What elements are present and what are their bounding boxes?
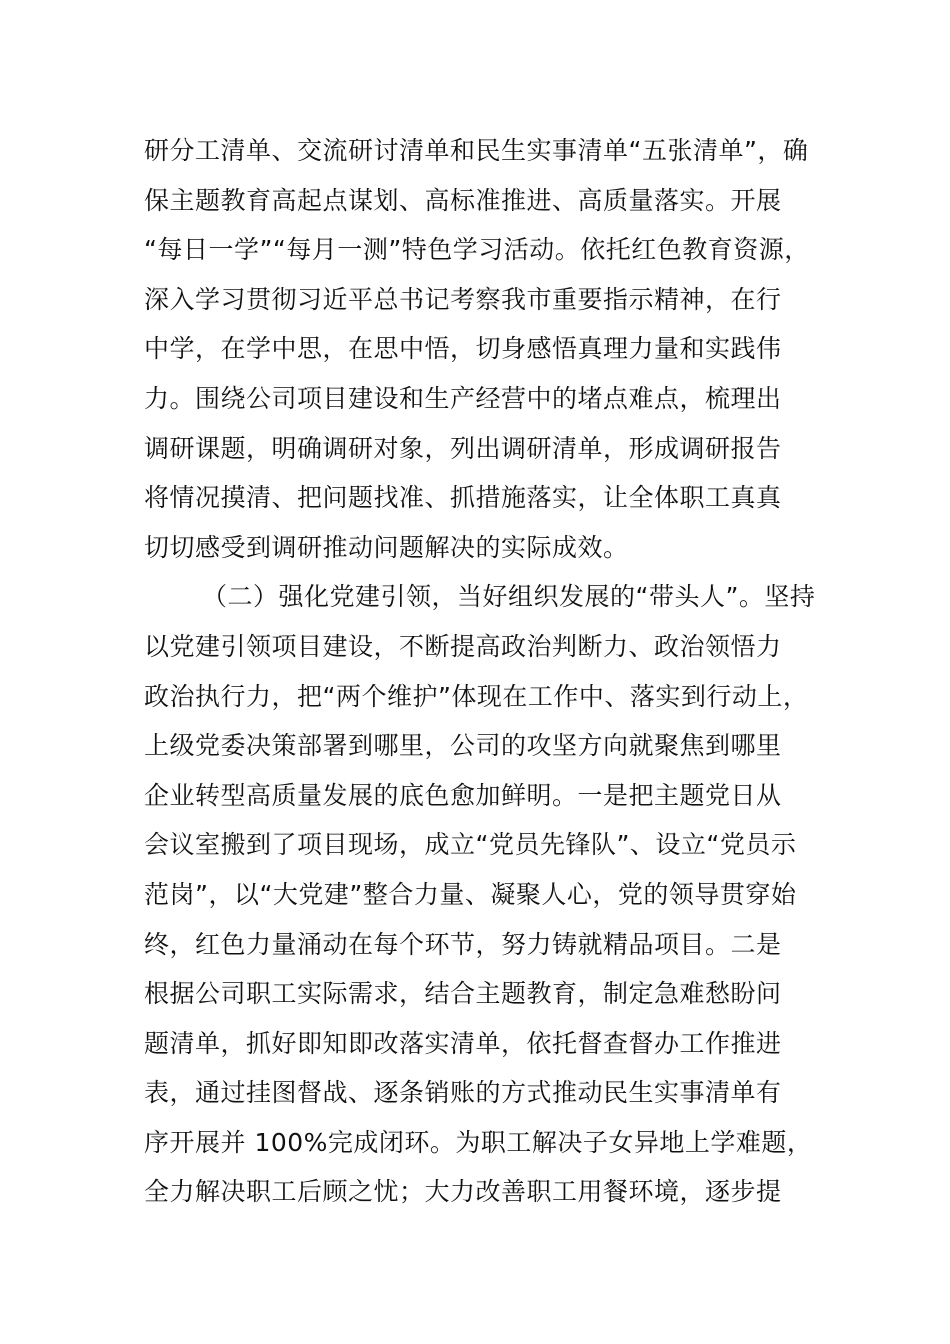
text-line: “每日一学”“每月一测”特色学习活动。依托红色教育资源， xyxy=(144,235,810,265)
body-text xyxy=(144,126,844,1217)
text-line: 全力解决职工后顾之忧；大力改善职工用餐环境，逐步提 xyxy=(144,1177,782,1207)
text-line: 保主题教育高起点谋划、高标准推进、高质量落实。开展 xyxy=(144,185,782,215)
text-line: 企业转型高质量发展的底色愈加鲜明。一是把主题党日从 xyxy=(144,780,782,810)
text-line: 范岗”，以“大党建”整合力量、凝聚人心，党的领导贯穿始 xyxy=(144,879,797,909)
text-line: 研分工清单、交流研讨清单和民生实事清单“五张清单”，确 xyxy=(144,136,809,165)
section-heading-line: （二）强化党建引领，当好组织发展的“带头人”。坚持 xyxy=(202,582,816,612)
text-line: 将情况摸清、把问题找准、抓措施落实，让全体职工真真 xyxy=(144,483,782,513)
text-line: 政治执行力，把“两个维护”体现在工作中、落实到行动上， xyxy=(144,681,809,711)
text-line: 表，通过挂图督战、逐条销账的方式推动民生实事清单有 xyxy=(144,1078,782,1108)
text-line: 调研课题，明确调研对象，列出调研清单，形成调研报告 xyxy=(144,433,782,463)
text-line: 会议室搬到了项目现场，成立“党员先锋队”、设立“党员示 xyxy=(144,830,797,860)
text-line: 上级党委决策部署到哪里，公司的攻坚方向就聚焦到哪里 xyxy=(144,731,782,761)
text-line: 切切感受到调研推动问题解决的实际成效。 xyxy=(144,532,629,562)
text-line: 深入学习贯彻习近平总书记考察我市重要指示精神，在行 xyxy=(144,284,782,314)
text-line: 力。围绕公司项目建设和生产经营中的堵点难点，梳理出 xyxy=(144,383,782,413)
text-line: 序开展并 100%完成闭环。为职工解决子女异地上学难题， xyxy=(144,1127,813,1157)
text-line: 根据公司职工实际需求，结合主题教育，制定急难愁盼问 xyxy=(144,979,782,1009)
text-line: 终，红色力量涌动在每个环节，努力铸就精品项目。二是 xyxy=(144,929,782,959)
text-line: 以党建引领项目建设，不断提高政治判断力、政治领悟力 xyxy=(144,631,782,661)
text-line: 题清单，抓好即知即改落实清单，依托督查督办工作推进 xyxy=(144,1028,782,1058)
text-line: 中学，在学中思，在思中悟，切身感悟真理力量和实践伟 xyxy=(144,334,782,364)
